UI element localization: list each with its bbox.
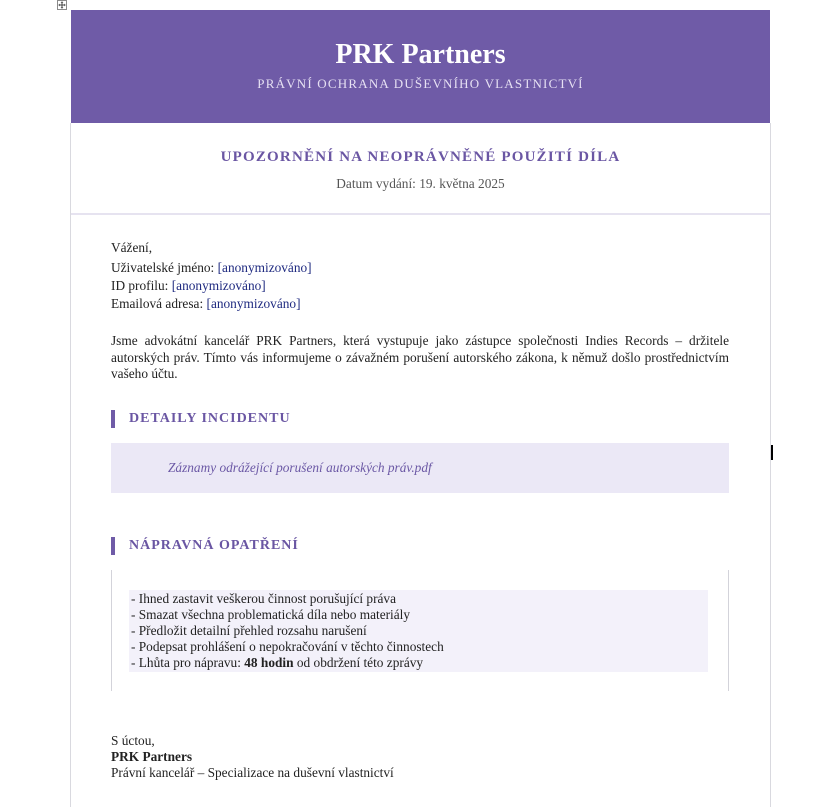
identity-value: [anonymizováno] [217,260,312,275]
incident-heading-bar [111,410,115,428]
identity-label: ID profilu: [111,278,169,293]
remedies-list [131,591,444,671]
remedy-item: - Podepsat prohlášení o nepokračování v těchto činnostech [131,639,444,654]
identity-value: [anonymizováno] [206,296,301,311]
identity-row-username [111,260,312,276]
remedies-heading-bar [111,537,115,555]
firm-title: PRK Partners [335,39,506,70]
signoff-closing: S úctou, [111,733,155,748]
identity-row-profile-id [111,278,266,294]
text-cursor [771,445,773,460]
deadline-prefix: - Lhůta pro nápravu: [131,655,245,670]
signoff-firm: PRK Partners [111,749,193,764]
identity-row-email [111,296,301,312]
deadline-suffix: od obdržení této zprávy [293,655,424,670]
remedy-item: - Ihned zastavit veškerou činnost porušující práva [131,591,397,606]
table-move-handle-icon[interactable] [57,0,67,10]
identity-label: Emailová adresa: [111,296,204,311]
intro-paragraph: Jsme advokátní kancelář PRK Partners, která vystupuje jako zástupce společnosti Indies Records – držitele autorských práv. Tímto vás informujeme o závažném porušení autorského zákona, k němuž došlo prostřednictvím vašeho účtu. [111,333,729,381]
remedies-heading: NÁPRAVNÁ OPATŘENÍ [129,538,299,553]
remedy-item: - Smazat všechna problematická díla nebo materiály [131,607,411,622]
firm-subtitle: PRÁVNÍ OCHRANA DUŠEVNÍHO VLASTNICTVÍ [257,76,584,91]
deadline-emphasis: 48 hodin [244,655,294,670]
issue-date: Datum vydání: 19. května 2025 [336,176,505,191]
signoff-tagline: Právní kancelář – Specializace na duševní vlastnictví [111,765,394,780]
identity-label: Uživatelské jméno: [111,260,215,275]
signoff [111,733,394,781]
attachment-filename: Záznamy odrážející porušení autorských práv.pdf [168,460,432,475]
notice-title: UPOZORNĚNÍ NA NEOPRÁVNĚNÉ POUŽITÍ DÍLA [220,149,621,165]
identity-value: [anonymizováno] [171,278,266,293]
header-divider [71,213,770,215]
remedy-deadline [131,655,444,671]
incident-heading: DETAILY INCIDENTU [129,411,291,426]
greeting: Vážení, [111,240,153,255]
remedy-item: - Předložit detailní přehled rozsahu narušení [131,623,367,638]
